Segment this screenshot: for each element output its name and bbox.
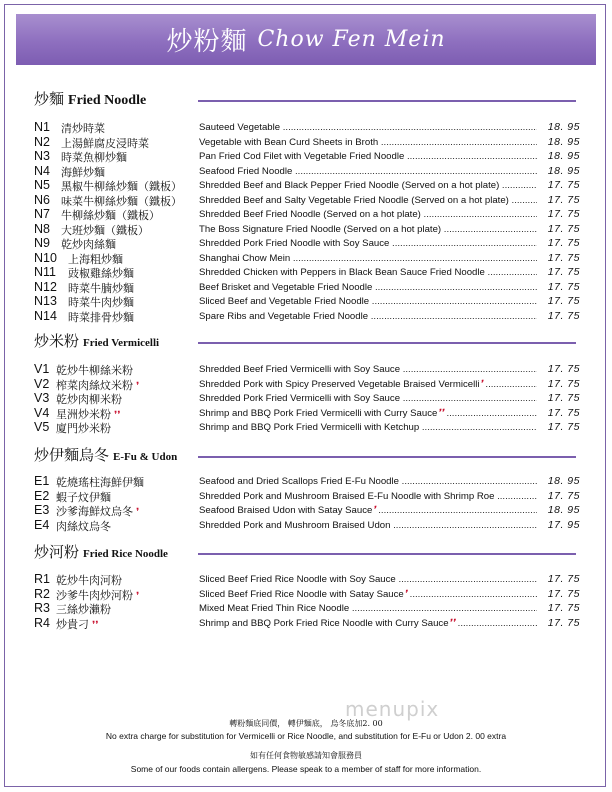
menu-item-v2 xyxy=(34,378,580,392)
chili-icon: ❜ xyxy=(133,380,140,392)
item-price: 18. 95 xyxy=(547,150,580,162)
item-name-cn: 乾炒肉絲麵 xyxy=(61,238,116,251)
item-price: 18. 95 xyxy=(547,475,580,487)
item-name-cn: 乾炒牛肉河粉 xyxy=(56,574,122,587)
item-name-cn: 時菜牛腩炒麵 xyxy=(68,281,134,295)
item-name-cn: 黑椒牛柳絲炒麵（鐵板） xyxy=(61,180,182,193)
item-code: N14 xyxy=(34,308,57,323)
item-name-cn: 上海粗炒麵 xyxy=(68,252,123,266)
item-price: 17. 75 xyxy=(547,179,580,191)
chili-icon: ❜ xyxy=(133,590,140,602)
section-title-cn: 炒伊麵烏冬 xyxy=(34,446,110,464)
item-price: 17. 75 xyxy=(547,573,580,585)
item-price: 17. 75 xyxy=(547,406,580,419)
menu-item-n3 xyxy=(34,150,580,164)
item-description: Shredded Chicken with Peppers in Black Bean Sauce Fried Noodle ..... xyxy=(199,267,537,278)
item-price: 17. 75 xyxy=(547,392,580,404)
item-description: Shredded Beef and Black Pepper Fried Noodle (Served on a hot plate) ..... xyxy=(199,180,537,191)
item-description: Shredded Pork with Spicy Preserved Vegetable Braised Vermicelli❜ ..... xyxy=(199,379,537,390)
item-description: Shrimp and BBQ Pork Fried Vermicelli with Ketchup ..... xyxy=(199,422,537,433)
item-name-cn: 蝦子炆伊麵 xyxy=(56,490,111,504)
item-name-cn: 乾燒瑤柱海鮮伊麵 xyxy=(56,476,144,489)
chili-icon: ❜❜ xyxy=(111,409,121,421)
item-price: 17. 75 xyxy=(547,489,580,502)
item-name-cn: 海鮮炒麵 xyxy=(61,165,105,179)
section-rule xyxy=(198,342,576,344)
menu-item-n6 xyxy=(34,194,580,208)
menu-item-r1 xyxy=(34,573,580,587)
item-description: Seafood and Dried Scallops Fried E-Fu Noodle ..... xyxy=(199,476,537,487)
item-description: Spare Ribs and Vegetable Fried Noodle ..... xyxy=(199,311,537,322)
page-header xyxy=(16,14,596,65)
item-name-cn: 乾炒肉柳米粉 xyxy=(56,393,122,406)
item-price: 17. 75 xyxy=(547,208,580,220)
menu-item-n7 xyxy=(34,208,580,222)
item-price: 17. 75 xyxy=(547,377,580,390)
item-code: N6 xyxy=(34,192,50,207)
item-description: Shanghai Chow Mein ..... xyxy=(199,253,537,264)
chili-icon: ❜❜ xyxy=(437,407,444,419)
menu-item-e3 xyxy=(34,504,580,518)
section-rule xyxy=(198,456,576,458)
chili-icon: ❜ xyxy=(479,378,483,390)
item-description: Sliced Beef Fried Rice Noodle with Satay Sauce❜ ..... xyxy=(199,589,537,600)
item-name-cn: 上湯鮮腐皮浸時菜 xyxy=(61,136,149,150)
chili-icon: ❜ xyxy=(133,507,140,518)
item-price: 17. 75 xyxy=(547,222,580,235)
menu-item-v4 xyxy=(34,407,580,421)
substitution-note-cn: 轉粉麵底同價， 轉伊麵底， 烏冬底加2. 00 xyxy=(229,719,383,728)
menu-item-r3 xyxy=(34,602,580,616)
menu-item-n8 xyxy=(34,223,580,237)
item-code: N7 xyxy=(34,207,50,221)
watermark: menupix xyxy=(345,697,440,721)
item-code: N12 xyxy=(34,279,57,294)
item-description: Shredded Pork Fried Noodle with Soy Sauce ..... xyxy=(199,238,537,249)
section-rule xyxy=(198,553,576,555)
item-description: Shredded Beef and Salty Vegetable Fried Noodle (Served on a hot plate) ..... xyxy=(199,195,537,206)
menu-item-n9 xyxy=(34,237,580,251)
item-code: E4 xyxy=(34,517,50,532)
item-description: Mixed Meat Fried Thin Rice Noodle ..... xyxy=(199,603,537,614)
item-name-cn: 星洲炒米粉 ❜❜ xyxy=(56,407,121,421)
section-rule xyxy=(198,100,576,102)
menu-item-r2 xyxy=(34,588,580,602)
item-price: 17. 75 xyxy=(547,295,580,307)
section-title-efu-udon xyxy=(34,444,177,465)
item-description: Sliced Beef Fried Rice Noodle with Soy Sauce ..... xyxy=(199,574,537,585)
item-code: N13 xyxy=(34,294,57,308)
item-code: N1 xyxy=(34,120,50,134)
menu-item-n14 xyxy=(34,310,580,324)
item-code: E3 xyxy=(34,503,50,517)
item-price: 17. 75 xyxy=(547,237,580,249)
chili-icon: ❜ xyxy=(372,505,376,516)
item-name-cn: 大班炒麵（鐵板） xyxy=(61,223,149,237)
section-title-cn: 炒河粉 xyxy=(34,543,80,561)
item-price: 17. 75 xyxy=(547,587,580,600)
menu-item-v5 xyxy=(34,421,580,435)
item-price: 18. 95 xyxy=(547,504,580,516)
item-price: 18. 95 xyxy=(547,135,580,148)
item-name-cn: 廈門炒米粉 xyxy=(56,422,111,435)
item-code: R4 xyxy=(34,615,50,630)
item-name-cn: 三絲炒瀨粉 xyxy=(56,603,111,616)
item-code: R3 xyxy=(34,601,50,615)
item-code: N2 xyxy=(34,134,50,149)
item-name-cn: 時菜牛肉炒麵 xyxy=(68,296,134,309)
item-code: V5 xyxy=(34,420,50,434)
item-description: Shredded Pork Fried Vermicelli with Soy Sauce ..... xyxy=(199,393,537,404)
chili-icon: ❜ xyxy=(403,588,408,600)
section-title-cn: 炒米粉 xyxy=(34,332,80,350)
item-code: E1 xyxy=(34,474,50,488)
item-description: Shredded Pork and Mushroom Braised E-Fu Noodle with Shrimp Roe ..... xyxy=(199,491,537,502)
item-price: 17. 75 xyxy=(547,193,580,206)
section-title-cn: 炒麵 xyxy=(34,90,65,108)
section-title-fried-noodle xyxy=(34,88,146,109)
item-price: 17. 75 xyxy=(547,363,580,375)
item-name-cn: 時菜排骨炒麵 xyxy=(68,310,134,324)
item-code: V1 xyxy=(34,362,50,376)
item-description: Shrimp and BBQ Pork Fried Rice Noodle with Curry Sauce❜❜ ..... xyxy=(199,618,537,629)
menu-item-n4 xyxy=(34,165,580,179)
item-price: 17. 95 xyxy=(547,518,580,531)
item-code: R2 xyxy=(34,586,50,601)
item-description: Vegetable with Bean Curd Sheets in Broth ..... xyxy=(199,137,537,148)
section-title-en: Fried Vermicelli xyxy=(83,337,160,349)
menu-item-n1 xyxy=(34,121,580,135)
item-description: The Boss Signature Fried Noodle (Served on a hot plate) ..... xyxy=(199,224,537,235)
item-description: Shredded Beef Fried Vermicelli with Soy Sauce ..... xyxy=(199,364,537,375)
item-name-cn: 豉椒雞絲炒麵 xyxy=(68,267,134,280)
item-description: Shrimp and BBQ Pork Fried Vermicelli with Curry Sauce❜❜ ..... xyxy=(199,408,537,419)
menu-item-n12 xyxy=(34,281,580,295)
menu-item-n2 xyxy=(34,136,580,150)
item-description: Shredded Beef Fried Noodle (Served on a hot plate) ..... xyxy=(199,209,537,220)
item-name-cn: 肉絲炆烏冬 xyxy=(56,519,111,533)
item-price: 17. 75 xyxy=(547,616,580,629)
item-name-cn: 時菜魚柳炒麵 xyxy=(61,151,127,164)
section-title-en: Fried Rice Noodle xyxy=(83,548,168,560)
item-code: R1 xyxy=(34,572,50,586)
item-description: Sauteed Vegetable ..... xyxy=(199,122,537,133)
item-price: 18. 95 xyxy=(547,164,580,177)
item-name-cn: 清炒時菜 xyxy=(61,122,105,135)
item-code: N5 xyxy=(34,178,50,192)
menu-item-n11 xyxy=(34,266,580,280)
item-name-cn: 味菜牛柳絲炒麵（鐵板） xyxy=(61,194,182,208)
substitution-note-en: No extra charge for substitution for Vermicelli or Rice Noodle, and substitution for E-Fu or Udon 2. 00 extra xyxy=(105,731,507,741)
section-title-fried-rice-noodle xyxy=(34,541,168,562)
item-code: V3 xyxy=(34,391,50,405)
page-title-cn: 炒粉麵 xyxy=(166,27,248,57)
menu-item-v1 xyxy=(34,363,580,377)
section-title-en: Fried Noodle xyxy=(68,93,147,108)
item-description: Shredded Pork and Mushroom Braised Udon ..... xyxy=(199,520,537,531)
allergen-note-en: Some of our foods contain allergens. Please speak to a member of staff for more information. xyxy=(130,764,482,774)
item-price: 17. 75 xyxy=(547,280,580,293)
item-code: V4 xyxy=(34,405,50,420)
item-code: E2 xyxy=(34,488,50,503)
item-code: N9 xyxy=(34,236,50,250)
section-title-fried-vermicelli xyxy=(34,330,159,351)
menu-item-v3 xyxy=(34,392,580,406)
item-code: N4 xyxy=(34,163,50,178)
item-name-cn: 牛柳絲炒麵（鐵板） xyxy=(61,209,160,222)
chili-icon: ❜❜ xyxy=(89,619,99,631)
item-price: 17. 75 xyxy=(547,309,580,322)
item-name-cn: 沙爹海鮮炆烏冬 ❜ xyxy=(56,505,140,518)
allergen-note-cn: 如有任何食物敏感請知會服務員 xyxy=(250,751,362,760)
item-price: 17. 75 xyxy=(547,421,580,433)
menu-item-n10 xyxy=(34,252,580,266)
item-code: N10 xyxy=(34,250,57,265)
item-code: V2 xyxy=(34,376,50,391)
menu-item-n13 xyxy=(34,295,580,309)
item-price: 17. 75 xyxy=(547,602,580,614)
item-name-cn: 榨菜肉絲炆米粉 ❜ xyxy=(56,378,140,392)
menu-item-r4 xyxy=(34,617,580,631)
item-code: N3 xyxy=(34,149,50,163)
item-code: N11 xyxy=(34,265,57,279)
item-code: N8 xyxy=(34,221,50,236)
item-description: Seafood Braised Udon with Satay Sauce❜ ..... xyxy=(199,505,537,516)
item-price: 17. 75 xyxy=(547,266,580,278)
menu-item-e2 xyxy=(34,490,580,504)
item-name-cn: 沙爹牛肉炒河粉 ❜ xyxy=(56,588,140,602)
menu-item-e4 xyxy=(34,519,580,533)
menu-item-n5 xyxy=(34,179,580,193)
item-description: Seafood Fried Noodle ..... xyxy=(199,166,537,177)
item-name-cn: 炒貴刁 ❜❜ xyxy=(56,617,99,631)
chili-icon: ❜❜ xyxy=(448,617,455,629)
item-name-cn: 乾炒牛柳絲米粉 xyxy=(56,364,133,377)
page-title-en: Chow Fen Mein xyxy=(257,27,446,52)
menu-item-e1 xyxy=(34,475,580,489)
item-description: Sliced Beef and Vegetable Fried Noodle ..... xyxy=(199,296,537,307)
item-description: Beef Brisket and Vegetable Fried Noodle ..... xyxy=(199,282,537,293)
item-price: 18. 95 xyxy=(547,121,580,133)
item-price: 17. 75 xyxy=(547,251,580,264)
section-title-en: E-Fu & Udon xyxy=(113,451,178,463)
item-description: Pan Fried Cod Filet with Vegetable Fried Noodle ..... xyxy=(199,151,537,162)
